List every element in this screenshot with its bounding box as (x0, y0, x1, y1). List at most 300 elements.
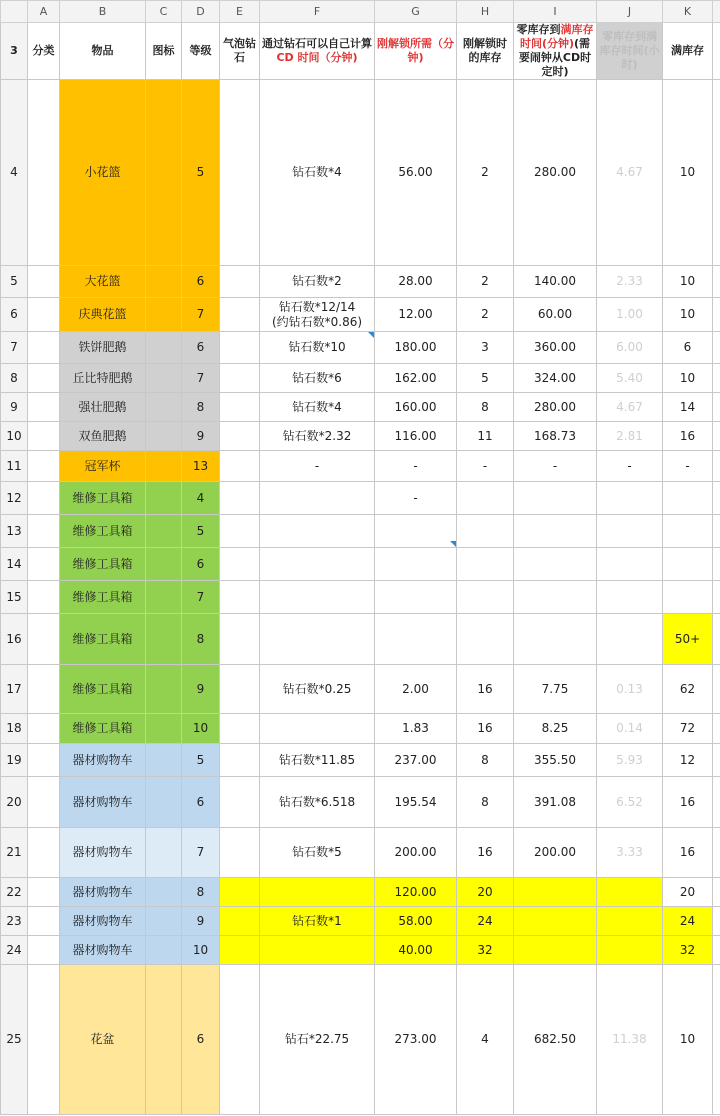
cell-cd-formula[interactable]: 钻石数*11.85 (260, 744, 375, 777)
row-number[interactable]: 16 (1, 614, 28, 665)
cell-full-hours[interactable]: 4.67 (597, 393, 663, 422)
cell-level[interactable]: 10 (182, 936, 220, 965)
cell-category[interactable] (28, 482, 60, 515)
cell-full-hours[interactable] (597, 878, 663, 907)
cell-full-minutes[interactable]: 324.00 (514, 364, 597, 393)
cell-unlock-stock[interactable]: 8 (457, 393, 514, 422)
cell-item[interactable]: 器材购物车 (60, 907, 146, 936)
cell-full-minutes[interactable]: 140.00 (514, 266, 597, 298)
cell-unlock-minutes[interactable]: 28.00 (375, 266, 457, 298)
cell-full-stock[interactable] (663, 515, 713, 548)
cell-unlock-minutes[interactable]: 237.00 (375, 744, 457, 777)
cell-icon[interactable] (146, 332, 182, 364)
cell-unlock-minutes[interactable]: 200.00 (375, 828, 457, 878)
cell-category[interactable] (28, 965, 60, 1115)
cell-cd-formula[interactable] (260, 936, 375, 965)
overflow-cell (713, 266, 720, 298)
cell-category[interactable] (28, 878, 60, 907)
cell-unlock-minutes[interactable]: 56.00 (375, 80, 457, 266)
cell-full-stock[interactable]: 10 (663, 266, 713, 298)
cell-category[interactable] (28, 451, 60, 482)
cell-level[interactable]: 8 (182, 614, 220, 665)
cell-bubble[interactable] (220, 422, 260, 451)
header-category[interactable]: 分类 (28, 23, 60, 80)
cell-unlock-stock[interactable]: - (457, 451, 514, 482)
cell-full-stock[interactable]: 62 (663, 665, 713, 714)
cell-full-hours[interactable]: 5.40 (597, 364, 663, 393)
cell-full-hours[interactable]: 3.33 (597, 828, 663, 878)
cell-item[interactable]: 花盆 (60, 965, 146, 1115)
cell-cd-formula[interactable]: 钻石数*5 (260, 828, 375, 878)
cell-unlock-stock[interactable]: 8 (457, 777, 514, 828)
column-header-a[interactable]: A (28, 1, 60, 23)
cell-category[interactable] (28, 80, 60, 266)
cell-item[interactable]: 维修工具箱 (60, 665, 146, 714)
cell-unlock-minutes[interactable]: 160.00 (375, 393, 457, 422)
cell-cd-formula[interactable] (260, 878, 375, 907)
cell-full-stock[interactable] (663, 581, 713, 614)
cell-full-minutes[interactable]: 8.25 (514, 714, 597, 744)
cell-full-minutes[interactable]: 60.00 (514, 298, 597, 332)
cell-bubble[interactable] (220, 393, 260, 422)
cell-full-stock[interactable]: 72 (663, 714, 713, 744)
row-number[interactable]: 17 (1, 665, 28, 714)
cell-full-stock[interactable]: 20 (663, 878, 713, 907)
cell-unlock-stock[interactable]: 16 (457, 714, 514, 744)
cell-full-minutes[interactable]: 168.73 (514, 422, 597, 451)
cell-unlock-stock[interactable]: 2 (457, 298, 514, 332)
row-number[interactable]: 4 (1, 80, 28, 266)
cell-full-stock[interactable]: 10 (663, 80, 713, 266)
cell-category[interactable] (28, 364, 60, 393)
cell-unlock-stock[interactable]: 2 (457, 266, 514, 298)
cell-unlock-stock[interactable] (457, 548, 514, 581)
row-number[interactable]: 21 (1, 828, 28, 878)
cell-level[interactable]: 6 (182, 266, 220, 298)
cell-bubble[interactable] (220, 777, 260, 828)
overflow-cell (713, 422, 720, 451)
cell-icon[interactable] (146, 665, 182, 714)
cell-full-stock[interactable]: 50+ (663, 614, 713, 665)
cell-unlock-stock[interactable]: 3 (457, 332, 514, 364)
cell-item[interactable]: 维修工具箱 (60, 482, 146, 515)
cell-bubble[interactable] (220, 965, 260, 1115)
cell-level[interactable]: 6 (182, 777, 220, 828)
cell-unlock-stock[interactable]: 11 (457, 422, 514, 451)
cell-full-minutes[interactable]: 391.08 (514, 777, 597, 828)
cell-item[interactable]: 庆典花篮 (60, 298, 146, 332)
cell-full-stock[interactable]: 6 (663, 332, 713, 364)
cell-item[interactable]: 小花篮 (60, 80, 146, 266)
cell-full-minutes[interactable] (514, 581, 597, 614)
cell-full-minutes[interactable]: - (514, 451, 597, 482)
header-unlock-minutes-text: 刚解锁所需（分钟) (377, 37, 454, 64)
cell-item[interactable]: 器材购物车 (60, 828, 146, 878)
row-number[interactable]: 12 (1, 482, 28, 515)
cell-full-hours[interactable] (597, 581, 663, 614)
cell-cd-formula[interactable]: 钻石数*2.32 (260, 422, 375, 451)
cell-cd-formula[interactable]: 钻石数*10 (260, 332, 375, 364)
cell-category[interactable] (28, 936, 60, 965)
cell-full-stock[interactable]: 10 (663, 298, 713, 332)
cell-item[interactable]: 器材购物车 (60, 878, 146, 907)
cell-unlock-stock[interactable]: 32 (457, 936, 514, 965)
cell-cd-formula[interactable] (260, 581, 375, 614)
cell-icon[interactable] (146, 581, 182, 614)
cell-unlock-minutes[interactable]: 2.00 (375, 665, 457, 714)
cell-category[interactable] (28, 266, 60, 298)
cell-full-minutes[interactable]: 280.00 (514, 80, 597, 266)
cell-full-hours[interactable]: 1.00 (597, 298, 663, 332)
cell-full-stock[interactable]: 12 (663, 744, 713, 777)
cell-item[interactable]: 大花篮 (60, 266, 146, 298)
cell-unlock-stock[interactable]: 8 (457, 744, 514, 777)
row-number[interactable]: 5 (1, 266, 28, 298)
cell-bubble[interactable] (220, 482, 260, 515)
cell-category[interactable] (28, 828, 60, 878)
row-number[interactable]: 22 (1, 878, 28, 907)
cell-bubble[interactable] (220, 665, 260, 714)
cell-full-stock[interactable]: 16 (663, 828, 713, 878)
row-number[interactable]: 15 (1, 581, 28, 614)
cell-full-minutes[interactable]: 7.75 (514, 665, 597, 714)
cell-full-stock[interactable]: 32 (663, 936, 713, 965)
cd-formula-line2: (约钻石数*0.86) (271, 314, 363, 329)
cell-bubble[interactable] (220, 907, 260, 936)
cell-category[interactable] (28, 548, 60, 581)
cell-unlock-stock[interactable]: 24 (457, 907, 514, 936)
cell-bubble[interactable] (220, 828, 260, 878)
cell-cd-formula[interactable]: 钻石数*0.25 (260, 665, 375, 714)
cell-category[interactable] (28, 714, 60, 744)
cell-category[interactable] (28, 422, 60, 451)
cell-full-stock[interactable]: 24 (663, 907, 713, 936)
cell-cd-formula[interactable] (260, 548, 375, 581)
cell-unlock-stock[interactable] (457, 614, 514, 665)
header-unlock-stock[interactable]: 刚解锁时的库存 (457, 23, 514, 80)
cell-full-hours[interactable]: 6.52 (597, 777, 663, 828)
row-number[interactable]: 13 (1, 515, 28, 548)
cell-full-stock[interactable]: 14 (663, 393, 713, 422)
cell-icon[interactable] (146, 965, 182, 1115)
cell-item[interactable]: 器材购物车 (60, 777, 146, 828)
cell-level[interactable]: 8 (182, 393, 220, 422)
overflow-cell (713, 614, 720, 665)
table-row (1, 828, 720, 878)
cell-icon[interactable] (146, 907, 182, 936)
cell-level[interactable]: 5 (182, 80, 220, 266)
cell-cd-formula[interactable] (260, 714, 375, 744)
cell-unlock-minutes[interactable] (375, 515, 457, 548)
cell-full-hours[interactable]: 0.13 (597, 665, 663, 714)
cell-unlock-minutes[interactable]: 116.00 (375, 422, 457, 451)
cell-level[interactable]: 7 (182, 364, 220, 393)
cell-level[interactable]: 7 (182, 298, 220, 332)
cell-unlock-minutes[interactable] (375, 548, 457, 581)
column-header-i[interactable]: I (514, 1, 597, 23)
cell-item[interactable]: 维修工具箱 (60, 614, 146, 665)
cell-icon[interactable] (146, 298, 182, 332)
cell-item[interactable]: 强壮肥鹅 (60, 393, 146, 422)
cell-cd-formula[interactable] (260, 515, 375, 548)
header-unlock-minutes[interactable] (375, 23, 457, 80)
cell-icon[interactable] (146, 828, 182, 878)
cell-full-hours[interactable] (597, 482, 663, 515)
cell-item[interactable]: 维修工具箱 (60, 714, 146, 744)
header-full-stock-minutes[interactable] (514, 23, 597, 80)
cell-unlock-stock[interactable]: 20 (457, 878, 514, 907)
cell-item[interactable]: 维修工具箱 (60, 515, 146, 548)
cell-item[interactable]: 器材购物车 (60, 744, 146, 777)
cell-level[interactable]: 4 (182, 482, 220, 515)
cell-icon[interactable] (146, 515, 182, 548)
row-number[interactable]: 9 (1, 393, 28, 422)
cell-level[interactable]: 8 (182, 878, 220, 907)
cell-unlock-minutes[interactable]: 12.00 (375, 298, 457, 332)
cell-bubble[interactable] (220, 548, 260, 581)
cell-cd-formula[interactable]: 钻石数*4 (260, 393, 375, 422)
cell-full-minutes[interactable] (514, 936, 597, 965)
cell-unlock-minutes[interactable]: 120.00 (375, 878, 457, 907)
cell-bubble[interactable] (220, 581, 260, 614)
cell-full-minutes[interactable]: 280.00 (514, 393, 597, 422)
column-header-k[interactable]: K (663, 1, 713, 23)
cell-unlock-minutes[interactable]: - (375, 482, 457, 515)
cell-bubble[interactable] (220, 515, 260, 548)
cell-unlock-minutes[interactable]: 58.00 (375, 907, 457, 936)
cell-level[interactable]: 6 (182, 965, 220, 1115)
cell-category[interactable] (28, 581, 60, 614)
cell-full-minutes[interactable]: 360.00 (514, 332, 597, 364)
row-number[interactable]: 3 (1, 23, 28, 80)
cell-level[interactable]: 5 (182, 744, 220, 777)
cell-icon[interactable] (146, 936, 182, 965)
cell-level[interactable]: 6 (182, 332, 220, 364)
cell-full-hours[interactable]: 5.93 (597, 744, 663, 777)
cell-full-hours[interactable] (597, 614, 663, 665)
cell-icon[interactable] (146, 714, 182, 744)
cell-unlock-minutes[interactable]: 180.00 (375, 332, 457, 364)
cell-level[interactable]: 5 (182, 515, 220, 548)
cell-full-hours[interactable]: 2.33 (597, 266, 663, 298)
row-number[interactable]: 20 (1, 777, 28, 828)
header-bubble-diamond[interactable]: 气泡钻石 (220, 23, 260, 80)
cell-category[interactable] (28, 515, 60, 548)
cell-bubble[interactable] (220, 744, 260, 777)
header-level[interactable]: 等级 (182, 23, 220, 80)
table-row (1, 714, 720, 744)
cell-full-stock[interactable]: 16 (663, 422, 713, 451)
cell-bubble[interactable] (220, 364, 260, 393)
cell-unlock-minutes[interactable] (375, 581, 457, 614)
cell-item[interactable]: 丘比特肥鹅 (60, 364, 146, 393)
cell-level[interactable]: 9 (182, 422, 220, 451)
column-header-d[interactable]: D (182, 1, 220, 23)
column-header-f[interactable]: F (260, 1, 375, 23)
row-number[interactable]: 24 (1, 936, 28, 965)
cell-full-hours[interactable]: - (597, 451, 663, 482)
cell-unlock-minutes[interactable]: - (375, 451, 457, 482)
cell-unlock-stock[interactable] (457, 515, 514, 548)
row-number[interactable]: 11 (1, 451, 28, 482)
cell-unlock-stock[interactable]: 4 (457, 965, 514, 1115)
cell-category[interactable] (28, 907, 60, 936)
cell-full-minutes[interactable]: 355.50 (514, 744, 597, 777)
cell-cd-formula[interactable]: - (260, 451, 375, 482)
row-number[interactable]: 6 (1, 298, 28, 332)
cell-unlock-stock[interactable]: 16 (457, 665, 514, 714)
column-header-c[interactable]: C (146, 1, 182, 23)
cell-bubble[interactable] (220, 614, 260, 665)
cell-full-minutes[interactable] (514, 548, 597, 581)
cell-full-hours[interactable] (597, 907, 663, 936)
cell-icon[interactable] (146, 80, 182, 266)
cell-bubble[interactable] (220, 332, 260, 364)
cell-cd-formula[interactable] (260, 298, 375, 332)
row-number[interactable]: 18 (1, 714, 28, 744)
row-number[interactable]: 8 (1, 364, 28, 393)
cell-category[interactable] (28, 298, 60, 332)
cell-icon[interactable] (146, 744, 182, 777)
cell-cd-formula[interactable]: 钻石数*1 (260, 907, 375, 936)
header-full-stock[interactable]: 满库存 (663, 23, 713, 80)
cell-item[interactable]: 冠军杯 (60, 451, 146, 482)
cell-item[interactable]: 维修工具箱 (60, 548, 146, 581)
cell-bubble[interactable] (220, 298, 260, 332)
cell-cd-formula[interactable] (260, 614, 375, 665)
cell-full-hours[interactable] (597, 936, 663, 965)
cell-full-hours[interactable] (597, 515, 663, 548)
column-header-g[interactable]: G (375, 1, 457, 23)
header-item[interactable]: 物品 (60, 23, 146, 80)
cell-unlock-minutes[interactable]: 162.00 (375, 364, 457, 393)
cell-full-hours[interactable]: 6.00 (597, 332, 663, 364)
cell-icon[interactable] (146, 422, 182, 451)
header-cd-formula-line1: 通过钻石可以自己计算 (262, 37, 372, 50)
cell-icon[interactable] (146, 451, 182, 482)
cell-cd-formula[interactable]: 钻石数*4 (260, 80, 375, 266)
header-full-stock-hours[interactable]: 零库存到满库存时间(小时) (597, 23, 663, 80)
column-header-j[interactable]: J (597, 1, 663, 23)
cell-full-hours[interactable]: 0.14 (597, 714, 663, 744)
cell-level[interactable]: 9 (182, 665, 220, 714)
cell-unlock-minutes[interactable]: 273.00 (375, 965, 457, 1115)
cell-full-hours[interactable]: 2.81 (597, 422, 663, 451)
cell-full-stock[interactable]: 10 (663, 965, 713, 1115)
cell-icon[interactable] (146, 614, 182, 665)
cell-item[interactable]: 双鱼肥鹅 (60, 422, 146, 451)
cell-bubble[interactable] (220, 714, 260, 744)
row-number[interactable]: 7 (1, 332, 28, 364)
cell-icon[interactable] (146, 878, 182, 907)
cell-bubble[interactable] (220, 80, 260, 266)
cell-cd-formula[interactable] (260, 482, 375, 515)
cell-cd-formula[interactable]: 钻石数*6 (260, 364, 375, 393)
cell-full-minutes[interactable] (514, 907, 597, 936)
cell-item[interactable]: 器材购物车 (60, 936, 146, 965)
row-number[interactable]: 10 (1, 422, 28, 451)
cell-full-stock[interactable]: 16 (663, 777, 713, 828)
cell-cd-formula[interactable]: 钻石*22.75 (260, 965, 375, 1115)
cell-category[interactable] (28, 614, 60, 665)
header-icon[interactable]: 图标 (146, 23, 182, 80)
header-cd-formula[interactable] (260, 23, 375, 80)
cell-full-stock[interactable] (663, 548, 713, 581)
cell-bubble[interactable] (220, 266, 260, 298)
cell-icon[interactable] (146, 548, 182, 581)
cell-level[interactable]: 9 (182, 907, 220, 936)
cell-icon[interactable] (146, 777, 182, 828)
overflow-cell (713, 965, 720, 1115)
cell-icon[interactable] (146, 393, 182, 422)
cell-full-hours[interactable]: 11.38 (597, 965, 663, 1115)
cell-unlock-minutes[interactable]: 40.00 (375, 936, 457, 965)
cell-full-minutes[interactable]: 682.50 (514, 965, 597, 1115)
cell-category[interactable] (28, 665, 60, 714)
column-header-e[interactable]: E (220, 1, 260, 23)
cell-category[interactable] (28, 393, 60, 422)
cell-full-minutes[interactable] (514, 515, 597, 548)
cell-unlock-minutes[interactable]: 1.83 (375, 714, 457, 744)
cell-full-hours[interactable] (597, 548, 663, 581)
cell-full-stock[interactable] (663, 482, 713, 515)
cell-item[interactable]: 铁饼肥鹅 (60, 332, 146, 364)
row-number[interactable]: 19 (1, 744, 28, 777)
cell-bubble[interactable] (220, 936, 260, 965)
cell-unlock-stock[interactable] (457, 581, 514, 614)
cell-category[interactable] (28, 777, 60, 828)
row-number[interactable]: 23 (1, 907, 28, 936)
cell-unlock-stock[interactable] (457, 482, 514, 515)
cell-level[interactable]: 7 (182, 828, 220, 878)
overflow-cell (713, 364, 720, 393)
cell-full-hours[interactable]: 4.67 (597, 80, 663, 266)
cell-item[interactable]: 维修工具箱 (60, 581, 146, 614)
cell-bubble[interactable] (220, 878, 260, 907)
cell-unlock-stock[interactable]: 2 (457, 80, 514, 266)
overflow-cell (713, 777, 720, 828)
cell-icon[interactable] (146, 482, 182, 515)
cell-level[interactable]: 13 (182, 451, 220, 482)
cell-full-stock[interactable]: 10 (663, 364, 713, 393)
cell-unlock-stock[interactable]: 16 (457, 828, 514, 878)
cell-full-stock[interactable]: - (663, 451, 713, 482)
cell-cd-formula[interactable]: 钻石数*6.518 (260, 777, 375, 828)
cell-category[interactable] (28, 744, 60, 777)
cell-bubble[interactable] (220, 451, 260, 482)
table-row (1, 332, 720, 364)
cell-level[interactable]: 10 (182, 714, 220, 744)
cell-level[interactable]: 6 (182, 548, 220, 581)
column-header-h[interactable]: H (457, 1, 514, 23)
cell-unlock-minutes[interactable] (375, 614, 457, 665)
cell-category[interactable] (28, 332, 60, 364)
cell-cd-formula[interactable]: 钻石数*2 (260, 266, 375, 298)
cell-full-minutes[interactable] (514, 482, 597, 515)
cell-level[interactable]: 7 (182, 581, 220, 614)
cell-full-minutes[interactable] (514, 878, 597, 907)
row-number[interactable]: 14 (1, 548, 28, 581)
row-number[interactable]: 25 (1, 965, 28, 1115)
column-header-b[interactable]: B (60, 1, 146, 23)
cell-icon[interactable] (146, 364, 182, 393)
cell-full-minutes[interactable] (514, 614, 597, 665)
cell-icon[interactable] (146, 266, 182, 298)
cell-unlock-stock[interactable]: 5 (457, 364, 514, 393)
cell-unlock-minutes[interactable]: 195.54 (375, 777, 457, 828)
select-all-corner[interactable] (1, 1, 28, 23)
cell-full-minutes[interactable]: 200.00 (514, 828, 597, 878)
